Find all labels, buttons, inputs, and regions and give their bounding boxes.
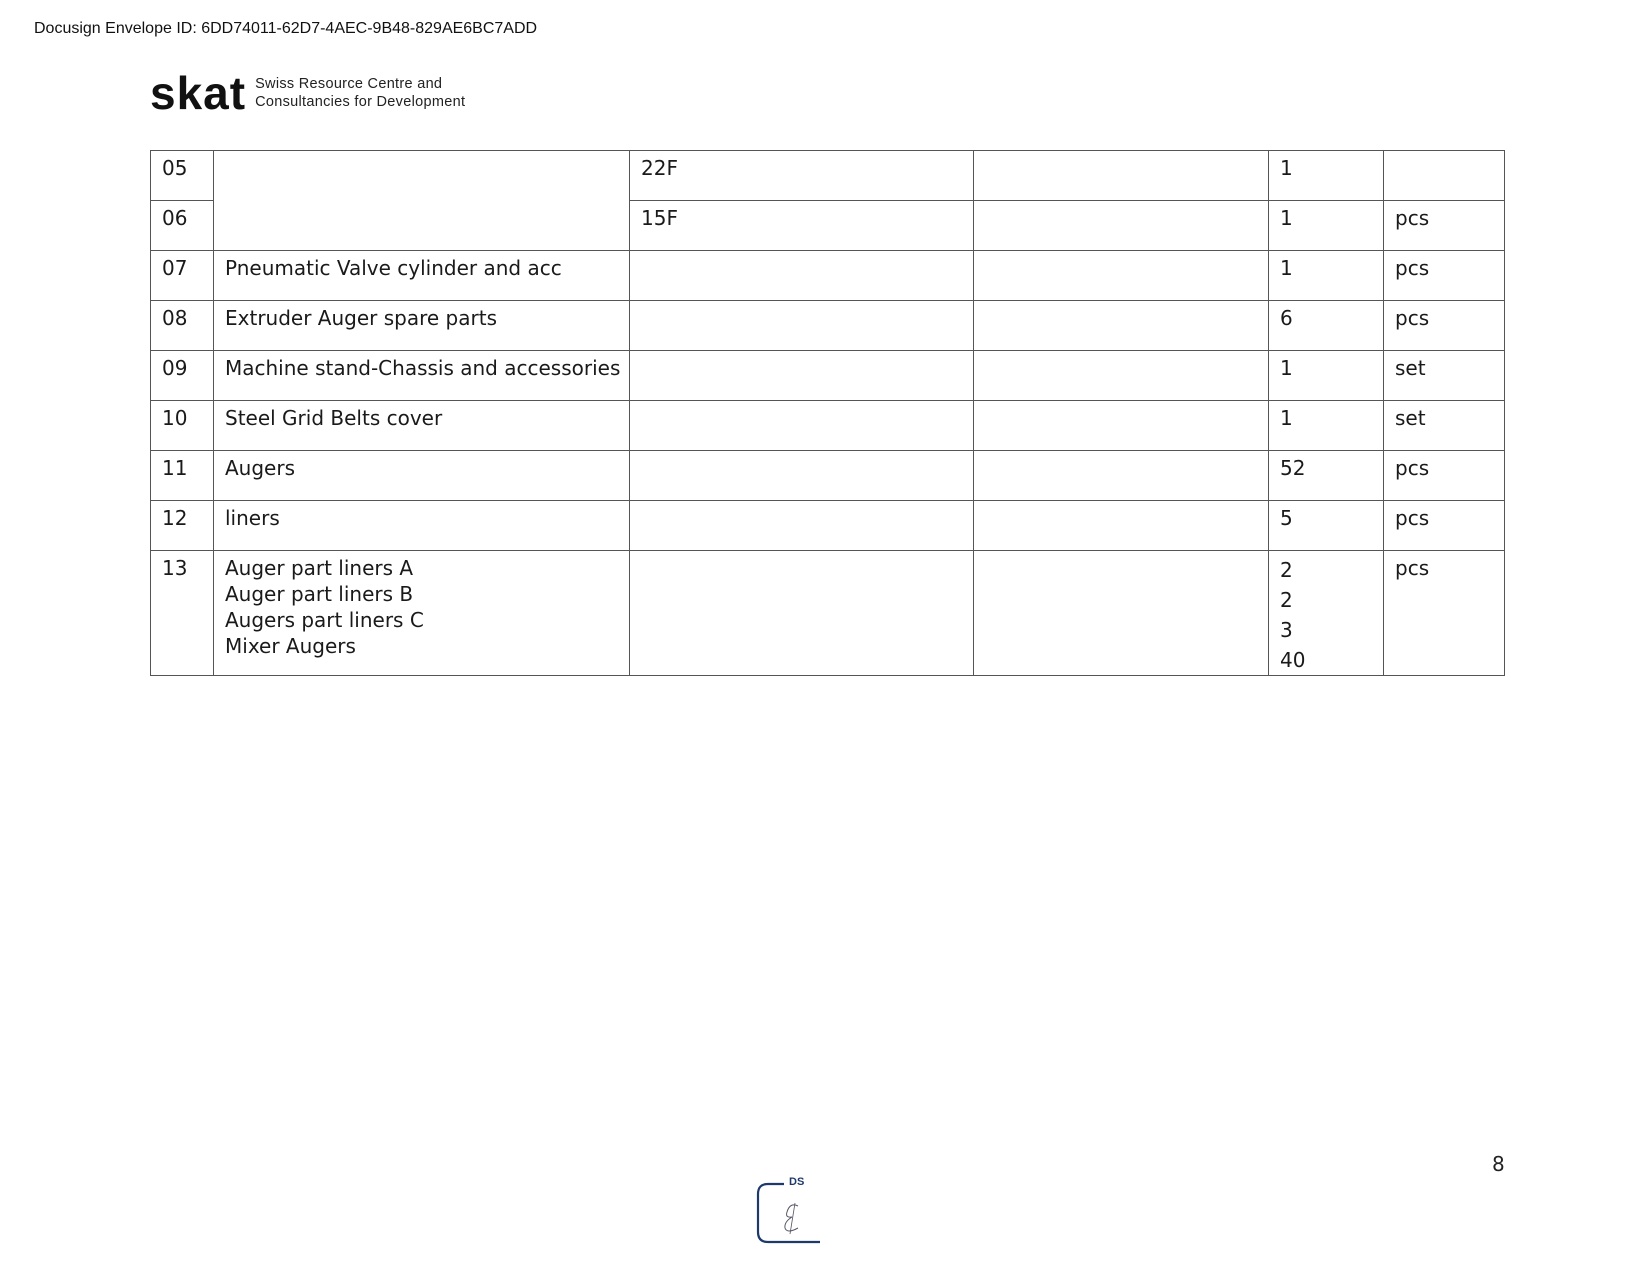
logo-tagline-line-2: Consultancies for Development xyxy=(255,94,466,110)
stamp-label: DS xyxy=(789,1176,805,1188)
table-row xyxy=(151,501,1505,551)
item-spec: 15F xyxy=(630,201,974,251)
quantity-line: 3 xyxy=(1280,618,1293,642)
item-remarks xyxy=(974,201,1269,251)
item-unit xyxy=(1384,151,1505,201)
row-number: 08 xyxy=(151,301,214,351)
skat-logo xyxy=(150,67,466,119)
item-description-line: Auger part liners A xyxy=(225,556,414,580)
quantity-line: 2 xyxy=(1280,588,1293,612)
item-quantity xyxy=(1269,551,1384,676)
item-spec xyxy=(630,551,974,676)
row-number: 06 xyxy=(151,201,214,251)
item-remarks xyxy=(974,301,1269,351)
item-quantity: 1 xyxy=(1269,401,1384,451)
page-number: 8 xyxy=(1492,1152,1505,1176)
row-number: 13 xyxy=(151,551,214,676)
row-number: 11 xyxy=(151,451,214,501)
item-description-line: Mixer Augers xyxy=(225,634,356,658)
logo-wordmark: skat xyxy=(150,67,247,119)
item-quantity: 1 xyxy=(1269,201,1384,251)
item-quantity: 1 xyxy=(1269,251,1384,301)
item-spec xyxy=(630,351,974,401)
item-spec xyxy=(630,501,974,551)
item-quantity: 1 xyxy=(1269,151,1384,201)
items-table xyxy=(150,150,1505,676)
item-spec xyxy=(630,251,974,301)
item-unit: pcs xyxy=(1384,451,1505,501)
row-number: 07 xyxy=(151,251,214,301)
item-remarks xyxy=(974,351,1269,401)
item-unit: pcs xyxy=(1384,301,1505,351)
item-description: Augers xyxy=(214,451,630,501)
item-remarks xyxy=(974,551,1269,676)
table-row xyxy=(151,251,1505,301)
item-remarks xyxy=(974,251,1269,301)
item-spec xyxy=(630,301,974,351)
quantity-line: 2 xyxy=(1280,558,1293,582)
row-number: 05 xyxy=(151,151,214,201)
logo-tagline-line-1: Swiss Resource Centre and xyxy=(255,76,443,92)
table-row xyxy=(151,151,1505,201)
item-description: Steel Grid Belts cover xyxy=(214,401,630,451)
item-unit: pcs xyxy=(1384,551,1505,676)
envelope-id: Docusign Envelope ID: 6DD74011-62D7-4AEC-9B48-829AE6BC7ADD xyxy=(34,20,538,37)
item-unit: pcs xyxy=(1384,201,1505,251)
quantity-line: 40 xyxy=(1280,648,1306,672)
item-unit: pcs xyxy=(1384,501,1505,551)
item-description-line: Augers part liners C xyxy=(225,608,424,632)
item-unit: pcs xyxy=(1384,251,1505,301)
row-number: 10 xyxy=(151,401,214,451)
item-remarks xyxy=(974,151,1269,201)
row-number: 09 xyxy=(151,351,214,401)
item-description: liners xyxy=(214,501,630,551)
item-quantity: 1 xyxy=(1269,351,1384,401)
item-spec xyxy=(630,451,974,501)
item-description: Machine stand-Chassis and accessories xyxy=(214,351,630,401)
item-description xyxy=(214,151,630,251)
table-row xyxy=(151,551,1505,676)
item-description xyxy=(214,551,630,676)
logo-tagline xyxy=(255,75,465,111)
table-row xyxy=(151,301,1505,351)
table-row xyxy=(151,451,1505,501)
item-remarks xyxy=(974,451,1269,501)
item-remarks xyxy=(974,501,1269,551)
table-row xyxy=(151,351,1505,401)
table-row xyxy=(151,401,1505,451)
item-description: Extruder Auger spare parts xyxy=(214,301,630,351)
item-unit: set xyxy=(1384,351,1505,401)
item-description-line: Auger part liners B xyxy=(225,582,414,606)
item-spec xyxy=(630,401,974,451)
item-quantity: 5 xyxy=(1269,501,1384,551)
item-remarks xyxy=(974,401,1269,451)
row-number: 12 xyxy=(151,501,214,551)
item-quantity: 6 xyxy=(1269,301,1384,351)
item-description: Pneumatic Valve cylinder and acc xyxy=(214,251,630,301)
item-unit: set xyxy=(1384,401,1505,451)
item-spec: 22F xyxy=(630,151,974,201)
docusign-initials-stamp xyxy=(754,1176,824,1250)
item-quantity: 52 xyxy=(1269,451,1384,501)
